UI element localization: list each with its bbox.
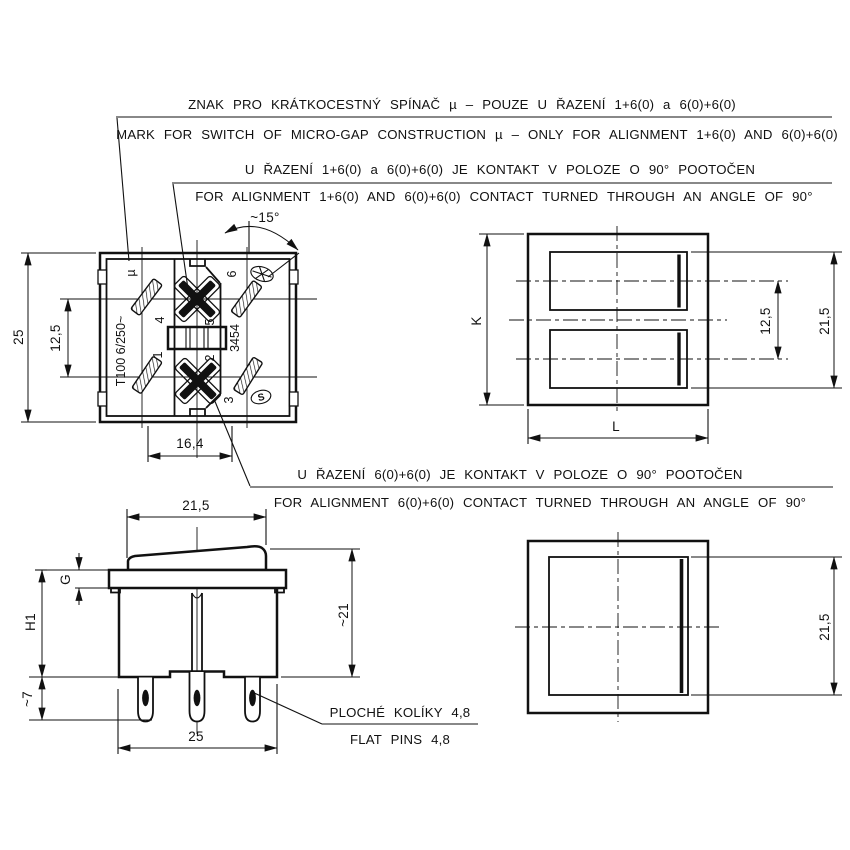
dim-21-5-label: 21,5 <box>817 613 832 641</box>
terminal-number-6: 6 <box>225 270 239 278</box>
pin-hole <box>142 690 149 706</box>
terminal-number-4: 4 <box>153 316 167 324</box>
leader-to-pin <box>252 692 322 724</box>
cutout-view <box>469 226 842 444</box>
angle-arc <box>225 226 298 250</box>
terminal-number-2: 2 <box>203 354 217 362</box>
dim-25-label: 25 <box>188 729 204 744</box>
mounting-flange <box>109 570 286 588</box>
dim-angle-label: ~15° <box>250 210 280 225</box>
housing-tab <box>98 392 107 406</box>
terminal-pin <box>233 357 262 395</box>
housing-outer-outline <box>100 253 296 422</box>
dim-16-4-label: 16,4 <box>176 436 204 451</box>
terminal-number-3: 3 <box>222 396 236 404</box>
dim-12-5-label: 12,5 <box>758 307 773 335</box>
s-mark-letter: S <box>256 391 266 405</box>
rear-view <box>11 210 317 462</box>
front-view <box>515 532 842 722</box>
note-align2-en: FOR ALIGNMENT 6(0)+6(0) CONTACT TURNED THROUGH AN ANGLE OF 90° <box>273 495 807 510</box>
dim-G-label: G <box>58 574 73 585</box>
note-align1 <box>172 162 832 289</box>
cutout-outer-outline <box>528 234 708 405</box>
dim-12-5-label: 12,5 <box>48 324 63 352</box>
approval-mark: 3454 <box>228 324 242 352</box>
note-align2 <box>214 399 833 510</box>
rocker-actuator <box>128 546 266 570</box>
dim-K-label: K <box>469 316 484 326</box>
note-flat-pins <box>252 692 478 747</box>
terminal-pin <box>132 356 162 394</box>
front-rocker-face <box>549 557 688 695</box>
note-micro-gap-en: MARK FOR SWITCH OF MICRO-GAP CONSTRUCTION µ – ONLY FOR ALIGNMENT 1+6(0) AND 6(0)+6(0) <box>116 127 838 142</box>
dim-21-5-label: 21,5 <box>182 498 210 513</box>
dim-depth-label: ~21 <box>336 603 351 627</box>
note-micro-gap <box>116 97 838 261</box>
s-mark-icon <box>250 388 273 406</box>
pin-hole <box>194 690 201 706</box>
switch-body <box>119 588 277 677</box>
note-pins-cz: PLOCHÉ KOLÍKY 4,8 <box>329 705 471 720</box>
rating-mark: T100 6/250~ <box>114 315 128 387</box>
micro-gap-mark: µ <box>124 269 138 277</box>
note-align2-cz: U ŘAZENÍ 6(0)+6(0) JE KONTAKT V POLOZE O 90° POOTOČEN <box>297 467 743 482</box>
dim-25-label: 25 <box>11 329 26 345</box>
cross-contact-lower <box>174 357 221 404</box>
note-align1-cz: U ŘAZENÍ 1+6(0) a 6(0)+6(0) JE KONTAKT V POLOZE O 90° POOTOČEN <box>244 162 756 177</box>
side-view <box>20 498 360 754</box>
top-chamfer <box>206 267 220 283</box>
dim-L-label: L <box>612 419 620 434</box>
housing-tab <box>98 270 107 284</box>
note-micro-gap-cz: ZNAK PRO KRÁTKOCESTNÝ SPÍNAČ µ – POUZE U ŘAZENÍ 1+6(0) a 6(0)+6(0) <box>188 97 736 112</box>
note-pins-en: FLAT PINS 4,8 <box>349 732 451 747</box>
dim-21-5-label: 21,5 <box>817 307 832 335</box>
bottom-slot <box>190 409 205 416</box>
note-align1-en: FOR ALIGNMENT 1+6(0) AND 6(0)+6(0) CONTACT TURNED THROUGH AN ANGLE OF 90° <box>195 189 813 204</box>
housing-tab <box>290 392 299 406</box>
housing-tab <box>290 270 299 284</box>
dim-7-label: ~7 <box>20 691 35 707</box>
terminal-number-5: 5 <box>203 318 217 326</box>
terminal-number-1: 1 <box>151 351 165 359</box>
dim-H1-label: H1 <box>23 613 38 631</box>
top-slot <box>190 259 205 266</box>
terminal-pin <box>131 279 163 316</box>
